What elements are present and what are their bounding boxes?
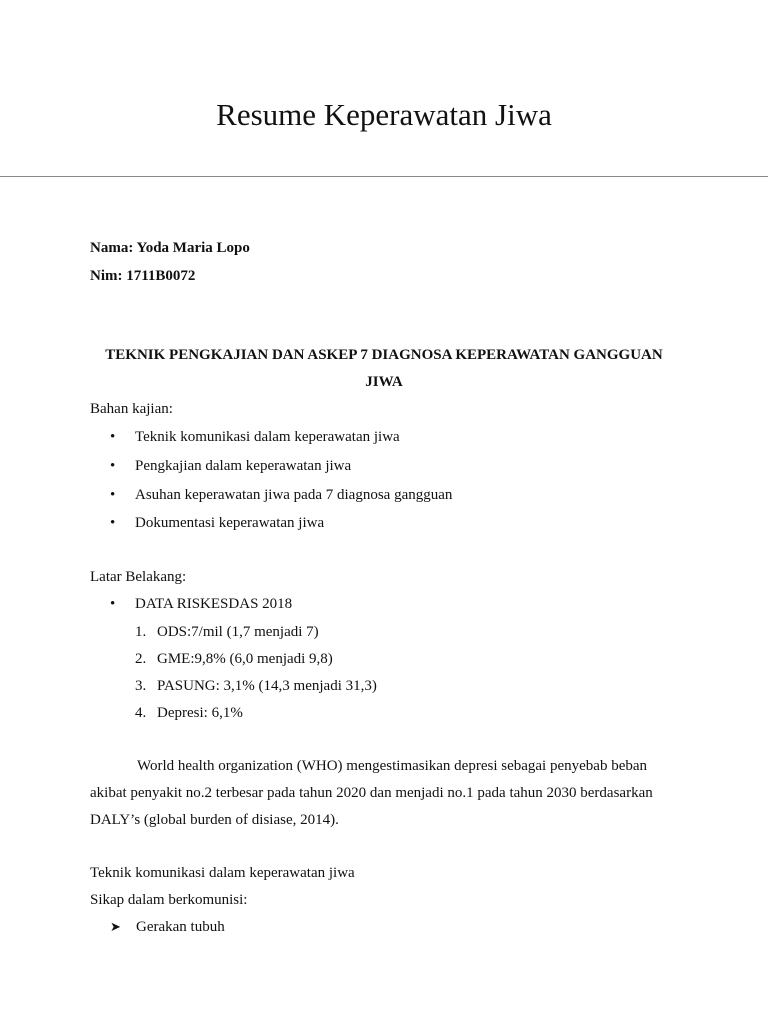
numbered-item xyxy=(135,703,243,723)
list-item xyxy=(110,427,400,447)
bullet-icon: • xyxy=(110,515,116,531)
nim-label: Nim: xyxy=(90,268,123,284)
numbered-item xyxy=(135,676,377,696)
bullet-icon: • xyxy=(110,487,116,503)
list-item-text: DATA RISKESDAS 2018 xyxy=(135,596,293,612)
list-item-text: Teknik komunikasi dalam keperawatan jiwa xyxy=(135,429,400,445)
list-item xyxy=(110,917,225,938)
bullet-icon: • xyxy=(110,458,116,474)
numbered-item xyxy=(135,649,333,669)
item-number: 2. xyxy=(135,651,147,667)
nim-value: 1711B0072 xyxy=(126,268,196,284)
name-value: Yoda Maria Lopo xyxy=(136,240,250,256)
header-divider xyxy=(0,176,768,177)
list-item xyxy=(110,456,351,476)
list-item xyxy=(110,485,452,505)
nim-line xyxy=(90,266,195,286)
list-item-text: Asuhan keperawatan jiwa pada 7 diagnosa gangguan xyxy=(135,487,453,503)
list-item xyxy=(110,594,292,614)
paragraph-line-1: World health organization (WHO) mengestimasikan depresi sebagai penyebab beban xyxy=(137,758,648,774)
teknik-title: Teknik komunikasi dalam keperawatan jiwa xyxy=(90,865,355,881)
section-heading-line-1: TEKNIK PENGKAJIAN DAN ASKEP 7 DIAGNOSA KEPERAWATAN GANGGUAN xyxy=(105,347,663,363)
name-label: Nama: xyxy=(90,240,134,256)
page-title: Resume Keperawatan Jiwa xyxy=(216,97,552,132)
list-item-text: Pengkajian dalam keperawatan jiwa xyxy=(135,458,352,474)
numbered-item xyxy=(135,622,319,642)
section-heading-line-2: JIWA xyxy=(365,374,403,390)
item-text: Depresi: 6,1% xyxy=(157,705,243,721)
item-text: ODS:7/mil (1,7 menjadi 7) xyxy=(157,624,319,640)
name-line xyxy=(90,238,250,258)
bahan-kajian-label: Bahan kajian: xyxy=(90,401,173,417)
list-item-text: Gerakan tubuh xyxy=(136,919,225,935)
item-number: 1. xyxy=(135,624,147,640)
list-item xyxy=(110,513,324,533)
latar-belakang-label: Latar Belakang: xyxy=(90,569,187,585)
paragraph-line-2: akibat penyakit no.2 terbesar pada tahun 2020 dan menjadi no.1 pada tahun 2030 berdasarkan xyxy=(90,785,653,801)
arrow-bullet-icon: ➤ xyxy=(110,920,121,935)
bullet-icon: • xyxy=(110,429,116,445)
item-text: PASUNG: 3,1% (14,3 menjadi 31,3) xyxy=(157,678,377,694)
list-item-text: Dokumentasi keperawatan jiwa xyxy=(135,515,325,531)
sikap-label: Sikap dalam berkomunisi: xyxy=(90,892,248,908)
item-number: 4. xyxy=(135,705,147,721)
bullet-icon: • xyxy=(110,596,116,612)
item-number: 3. xyxy=(135,678,147,694)
item-text: GME:9,8% (6,0 menjadi 9,8) xyxy=(157,651,333,667)
paragraph-line-3: DALY’s (global burden of disiase, 2014). xyxy=(90,812,339,828)
